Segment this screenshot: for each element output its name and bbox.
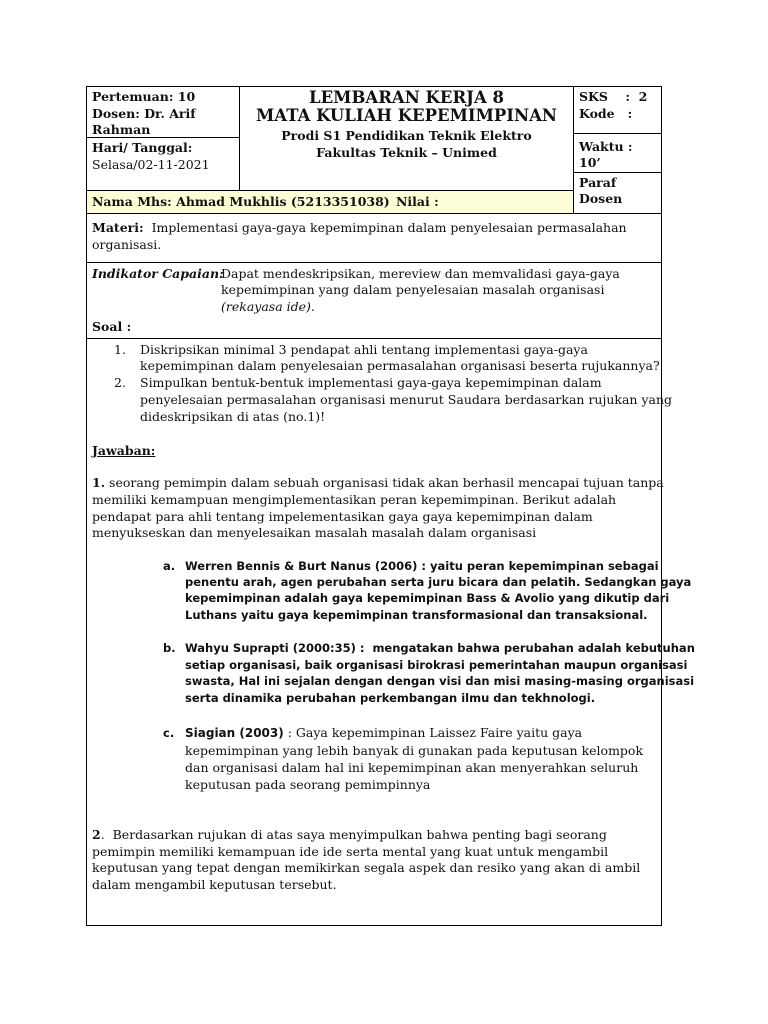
item-b-line-2: setiap organisasi, baik organisasi birokrasi pemerintahan maupun organisasi (185, 658, 688, 672)
jawaban-1-line-4: menyukseskan dan menyelesaikan masalah masalah dalam organisasi (92, 525, 537, 540)
waktu-label: Waktu : (579, 139, 633, 154)
soal-1-line-2: kepemimpinan dalam penyelesaian permasalahan organisasi beserta rujukannya? (140, 358, 660, 373)
item-a-letter: a. (163, 559, 176, 573)
item-b-line-1: Wahyu Suprapti (2000:35) : mengatakan bahwa perubahan adalah kebutuhan (185, 641, 695, 655)
indikator-text-2: kepemimpinan yang dalam penyelesaian masalah organisasi (221, 282, 605, 297)
title-line-2: MATA KULIAH KEPEMIMPINAN (256, 106, 557, 125)
item-c-letter: c. (163, 726, 175, 740)
soal-2-num: 2. (114, 375, 126, 390)
item-b-letter: b. (163, 641, 176, 655)
jawaban-2-num: 2 (92, 827, 101, 842)
jawaban-1-line-1 (92, 474, 664, 491)
materi-label: Materi: (92, 220, 144, 235)
jawaban-1-text: seorang pemimpin dalam sebuah organisasi tidak akan berhasil mencapai tujuan tanpa (105, 475, 664, 490)
soal-2-line-3: dideskripsikan di atas (no.1)! (140, 409, 326, 424)
dosen: Dosen: Dr. Arif (92, 106, 196, 121)
indikator-text-3 (221, 298, 315, 315)
hari-label: Hari/ Tanggal: (92, 140, 193, 155)
waktu-value: 10’ (579, 155, 601, 170)
item-c-line-3: dan organisasi dalam hal ini kepemimpinan akan menyerahkan seluruh (185, 760, 639, 775)
nama-mahasiswa: Nama Mhs: Ahmad Mukhlis (5213351038) (92, 194, 390, 209)
item-c-line-1 (185, 724, 582, 742)
item-c-text: : Gaya kepemimpinan Laissez Faire yaitu gaya (283, 725, 583, 740)
paraf-label: Paraf (579, 175, 617, 190)
materi (92, 219, 627, 236)
jawaban-2-line-1 (92, 826, 607, 843)
prodi: Prodi S1 Pendidikan Teknik Elektro (281, 128, 532, 143)
indikator-rekayasa: (rekayasa ide) (221, 299, 311, 314)
indikator-label: Indikator Capaian: (92, 266, 224, 281)
item-c-name: Siagian (2003) (185, 726, 284, 740)
kode: Kode : (579, 106, 633, 121)
materi-text-2: organisasi. (92, 237, 162, 252)
jawaban-2-text: . Berdasarkan rujukan di atas saya menyimpulkan bahwa penting bagi seorang (100, 827, 607, 842)
item-a-line-3: kepemimpinan adalah gaya kepemimpinan Bass & Avolio yang dikutip dari (185, 591, 670, 605)
jawaban-2-line-3: keputusan yang tepat dengan memikirkan segala aspek dan resiko yang akan di ambil (92, 860, 641, 875)
soal-2-line-1: Simpulkan bentuk-bentuk implementasi gaya-gaya kepemimpinan dalam (140, 375, 602, 390)
item-a-line-2: penentu arah, agen perubahan serta juru bicara dan pelatih. Sedangkan gaya (185, 575, 692, 589)
fakultas: Fakultas Teknik – Unimed (316, 145, 497, 160)
item-b-line-4: serta dinamika perubahan perkembangan ilmu dan tekhnologi. (185, 691, 596, 705)
jawaban-2-line-4: dalam mengambil keputusan tersebut. (92, 877, 337, 892)
soal-1-num: 1. (114, 342, 126, 357)
nilai-label: Nilai : (396, 194, 439, 209)
paraf-dosen: Dosen (579, 191, 623, 206)
item-c-line-2: kepemimpinan yang lebih banyak di gunakan pada keputusan kelompok (185, 743, 644, 758)
jawaban-1-line-3: pendapat para ahli tentang impelementasikan gaya gaya kepemimpinan dalam (92, 509, 593, 524)
item-a-line-1: Werren Bennis & Burt Nanus (2006) : yaitu peran kepemimpinan sebagai (185, 559, 659, 573)
item-b-line-3: swasta, Hal ini sejalan dengan dengan visi dan misi masing-masing organisasi (185, 674, 695, 688)
jawaban-2-line-2: pemimpin memiliki kemampuan ide ide serta mental yang kuat untuk mengambil (92, 844, 609, 859)
materi-text: Implementasi gaya-gaya kepemimpinan dalam penyelesaian permasalahan (151, 220, 627, 235)
soal-label: Soal : (92, 319, 132, 334)
indikator-end: . (310, 299, 315, 314)
hari-value: Selasa/02-11-2021 (92, 157, 210, 172)
jawaban-1-line-2: memiliki kemampuan mengimplementasikan peran kepemimpinan. Berikut adalah (92, 492, 617, 507)
soal-1-line-1: Diskripsikan minimal 3 pendapat ahli tentang implementasi gaya-gaya (140, 342, 588, 357)
dosen-name: Rahman (92, 122, 151, 137)
item-a-line-4: Luthans yaitu gaya kepemimpinan transformasional dan transaksional. (185, 608, 648, 622)
jawaban-label: Jawaban: (92, 443, 156, 458)
sks: SKS : 2 (579, 89, 648, 104)
title-line-1: LEMBARAN KERJA 8 (309, 88, 504, 107)
item-c-line-4: keputusan pada seorang pemimpinnya (185, 777, 431, 792)
pertemuan: Pertemuan: 10 (92, 89, 196, 104)
jawaban-1-num: 1. (92, 475, 106, 490)
indikator-text-1: Dapat mendeskripsikan, mereview dan memvalidasi gaya-gaya (221, 266, 620, 281)
soal-2-line-2: penyelesaian permasalahan organisasi menurut Saudara berdasarkan rujukan yang (140, 392, 673, 407)
